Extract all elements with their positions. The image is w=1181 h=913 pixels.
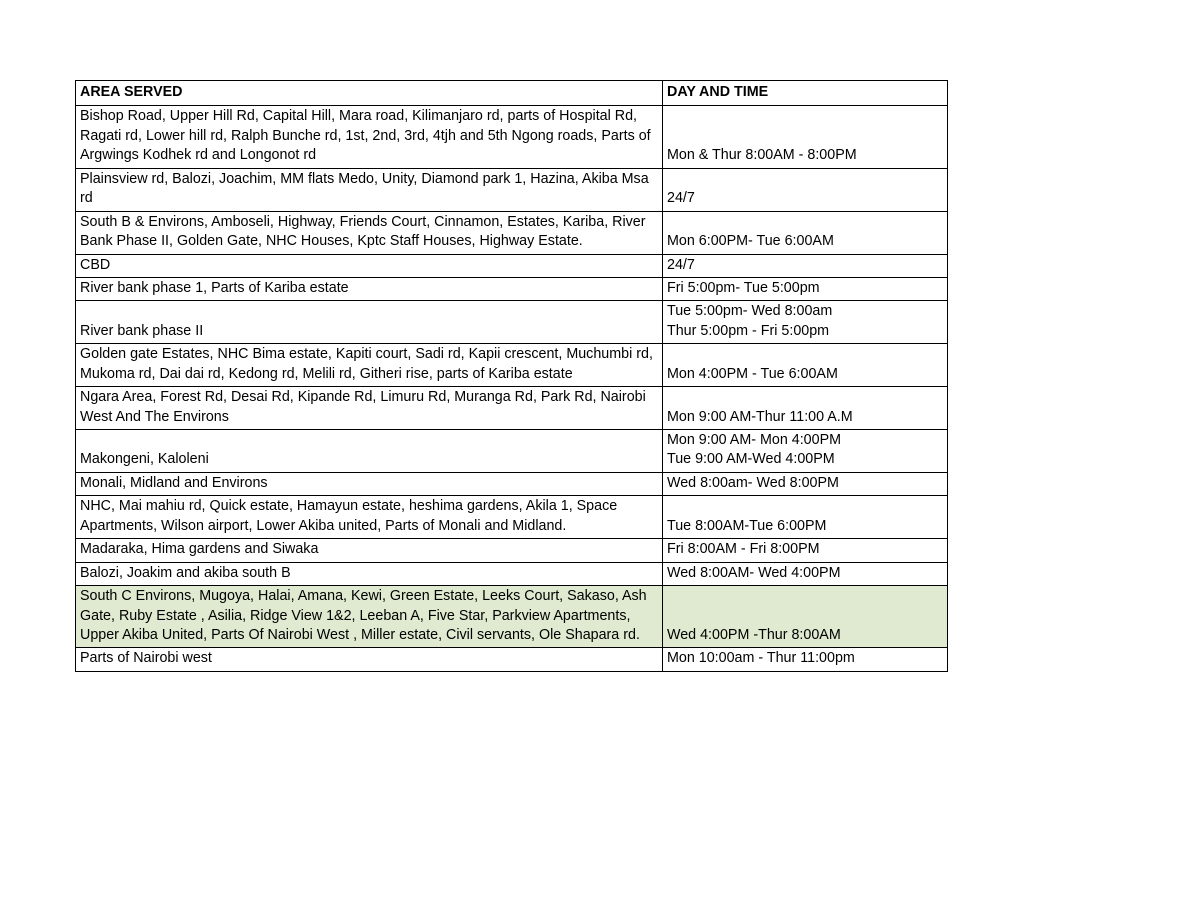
table-row (76, 168, 948, 211)
cell-area-served: Ngara Area, Forest Rd, Desai Rd, Kipande Rd, Limuru Rd, Muranga Rd, Park Rd, Nairobi West And The Environs (76, 387, 663, 430)
cell-area-served: NHC, Mai mahiu rd, Quick estate, Hamayun estate, heshima gardens, Akila 1, Space Apartments, Wilson airport, Lower Akiba united, Parts of Monali and Midland. (76, 496, 663, 539)
table-row (76, 648, 948, 671)
cell-day-and-time (663, 254, 948, 277)
cell-day-and-time (663, 496, 948, 539)
table-row (76, 472, 948, 495)
time-line: Mon 4:00PM - Tue 6:00AM (667, 365, 838, 382)
schedule-table-container (75, 80, 947, 672)
cell-area-served: South C Environs, Mugoya, Halai, Amana, Kewi, Green Estate, Leeks Court, Sakaso, Ash Gate, Ruby Estate , Asilia, Ridge View 1&2, Leeban A, Five Star, Parkview Apartments, Upper Akiba United, Parts Of Nairobi West , Miller estate, Civil servants, Ole Shapara rd. (76, 586, 663, 648)
column-header-area-served: AREA SERVED (76, 81, 663, 106)
cell-day-and-time (663, 106, 948, 168)
cell-area-served: Balozi, Joakim and akiba south B (76, 562, 663, 585)
time-line: Mon & Thur 8:00AM - 8:00PM (667, 147, 857, 164)
cell-day-and-time (663, 277, 948, 300)
time-line: Tue 5:00pm- Wed 8:00am (667, 303, 833, 320)
time-line: 24/7 (667, 256, 695, 273)
cell-area-served: Madaraka, Hima gardens and Siwaka (76, 539, 663, 562)
cell-area-served: River bank phase 1, Parts of Kariba estate (76, 277, 663, 300)
table-row (76, 277, 948, 300)
table-header-row (76, 81, 948, 106)
time-line: Mon 9:00 AM- Mon 4:00PM (667, 432, 842, 448)
time-line: Mon 10:00am - Thur 11:00pm (667, 650, 855, 667)
cell-day-and-time (663, 562, 948, 585)
cell-area-served: Parts of Nairobi west (76, 648, 663, 671)
cell-area-served: Makongeni, Kaloleni (76, 430, 663, 473)
table-row (76, 539, 948, 562)
water-schedule-table (75, 80, 948, 672)
cell-day-and-time (663, 539, 948, 562)
table-row (76, 344, 948, 387)
table-row (76, 430, 948, 473)
cell-area-served: CBD (76, 254, 663, 277)
table-body (76, 106, 948, 671)
table-row (76, 211, 948, 254)
cell-area-served: Golden gate Estates, NHC Bima estate, Kapiti court, Sadi rd, Kapii crescent, Muchumbi rd, Mukoma rd, Dai dai rd, Kedong rd, Melili rd, Githeri rise, parts of Kariba estate (76, 344, 663, 387)
cell-area-served: Plainsview rd, Balozi, Joachim, MM flats Medo, Unity, Diamond park 1, Hazina, Akiba Msa rd (76, 168, 663, 211)
cell-area-served: Bishop Road, Upper Hill Rd, Capital Hill, Mara road, Kilimanjaro rd, parts of Hospital Rd, Ragati rd, Lower hill rd, Ralph Bunche rd, 1st, 2nd, 3rd, 4tjh and 5th Ngong roads, Parts of Argwings Kodhek rd and Longonot rd (76, 106, 663, 168)
table-row (76, 586, 948, 648)
cell-area-served: Monali, Midland and Environs (76, 472, 663, 495)
time-line: Fri 8:00AM - Fri 8:00PM (667, 541, 820, 558)
table-row (76, 254, 948, 277)
table-row (76, 387, 948, 430)
cell-day-and-time (663, 211, 948, 254)
table-row (76, 106, 948, 168)
cell-day-and-time (663, 648, 948, 671)
time-line: Wed 8:00am- Wed 8:00PM (667, 474, 839, 491)
cell-day-and-time (663, 430, 948, 473)
cell-day-and-time (663, 387, 948, 430)
cell-area-served: River bank phase II (76, 301, 663, 344)
time-line: Fri 5:00pm- Tue 5:00pm (667, 279, 820, 296)
cell-day-and-time (663, 472, 948, 495)
cell-day-and-time (663, 586, 948, 648)
time-line: Mon 6:00PM- Tue 6:00AM (667, 233, 834, 250)
cell-area-served: South B & Environs, Amboseli, Highway, Friends Court, Cinnamon, Estates, Kariba, River Bank Phase II, Golden Gate, NHC Houses, Kptc Staff Houses, Highway Estate. (76, 211, 663, 254)
time-line: Wed 8:00AM- Wed 4:00PM (667, 564, 841, 581)
time-line: Thur 5:00pm - Fri 5:00pm (667, 322, 830, 339)
cell-day-and-time (663, 344, 948, 387)
time-line: Tue 9:00 AM-Wed 4:00PM (667, 451, 835, 468)
cell-day-and-time (663, 168, 948, 211)
time-line: Tue 8:00AM-Tue 6:00PM (667, 517, 827, 534)
table-row (76, 496, 948, 539)
time-line: Mon 9:00 AM-Thur 11:00 A.M (667, 408, 853, 425)
table-row (76, 562, 948, 585)
table-row (76, 301, 948, 344)
column-header-day-and-time: DAY AND TIME (663, 81, 948, 106)
cell-day-and-time (663, 301, 948, 344)
time-line: 24/7 (667, 190, 695, 207)
time-line: Wed 4:00PM -Thur 8:00AM (667, 626, 841, 643)
